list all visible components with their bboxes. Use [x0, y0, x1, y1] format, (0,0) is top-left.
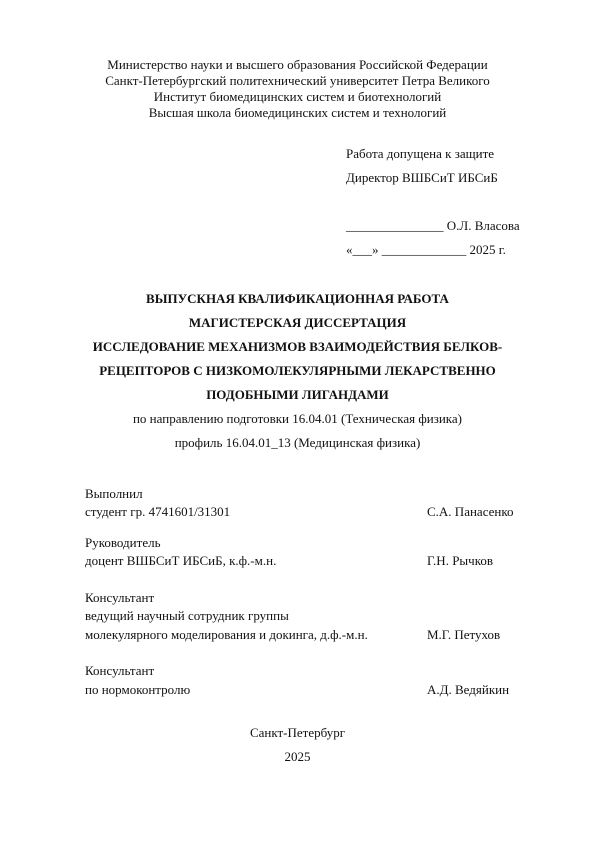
signatory-role: Руководитель	[85, 535, 161, 550]
ministry-name: Министерство науки и высшего образования Российской Федерации	[107, 57, 488, 72]
signatory-role: Выполнил	[85, 486, 143, 501]
signatory-name: С.А. Панасенко	[427, 504, 514, 519]
topic-line-2: РЕЦЕПТОРОВ С НИЗКОМОЛЕКУЛЯРНЫМИ ЛЕКАРСТВЕННО	[99, 363, 496, 378]
signatory-name: А.Д. Ведяйкин	[427, 682, 510, 697]
study-direction: по направлению подготовки 16.04.01 (Техническая физика)	[132, 411, 463, 426]
signatory-position: студент гр. 4741601/31301	[85, 504, 231, 519]
director-title: Директор ВШБСиТ ИБСиБ	[346, 170, 498, 185]
signatory-role: Консультант	[85, 663, 155, 678]
work-type-title: ВЫПУСКНАЯ КВАЛИФИКАЦИОННАЯ РАБОТА	[146, 291, 449, 306]
signatory-name: Г.Н. Рычков	[427, 553, 493, 568]
approval-date-line: «___» _____________ 2025 г.	[346, 242, 506, 257]
signatory-position: по нормоконтролю	[85, 682, 191, 697]
signatory-name: М.Г. Петухов	[427, 627, 501, 642]
signatory-role: Консультант	[85, 590, 155, 605]
signatory-position: доцент ВШБСиТ ИБСиБ, к.ф.-м.н.	[85, 553, 277, 568]
signatory-position: молекулярного моделирования и докинга, д.ф.-м.н.	[85, 627, 368, 642]
topic-line-3: ПОДОБНЫМИ ЛИГАНДАМИ	[206, 387, 389, 402]
school-name: Высшая школа биомедицинских систем и технологий	[148, 105, 447, 120]
director-signature-line: _______________ О.Л. Власова	[346, 218, 520, 233]
signatory-position: ведущий научный сотрудник группы	[85, 608, 289, 623]
study-profile: профиль 16.04.01_13 (Медицинская физика)	[174, 435, 421, 450]
city: Санкт-Петербург	[249, 725, 346, 740]
institute-name: Институт биомедицинских систем и биотехнологий	[153, 89, 442, 104]
degree-type-title: МАГИСТЕРСКАЯ ДИССЕРТАЦИЯ	[188, 315, 407, 330]
topic-line-1: ИССЛЕДОВАНИЕ МЕХАНИЗМОВ ВЗАИМОДЕЙСТВИЯ БЕЛКОВ-	[92, 339, 503, 354]
admitted-to-defense: Работа допущена к защите	[346, 146, 495, 161]
year: 2025	[284, 749, 311, 764]
university-name: Санкт-Петербургский политехнический университет Петра Великого	[105, 73, 490, 88]
